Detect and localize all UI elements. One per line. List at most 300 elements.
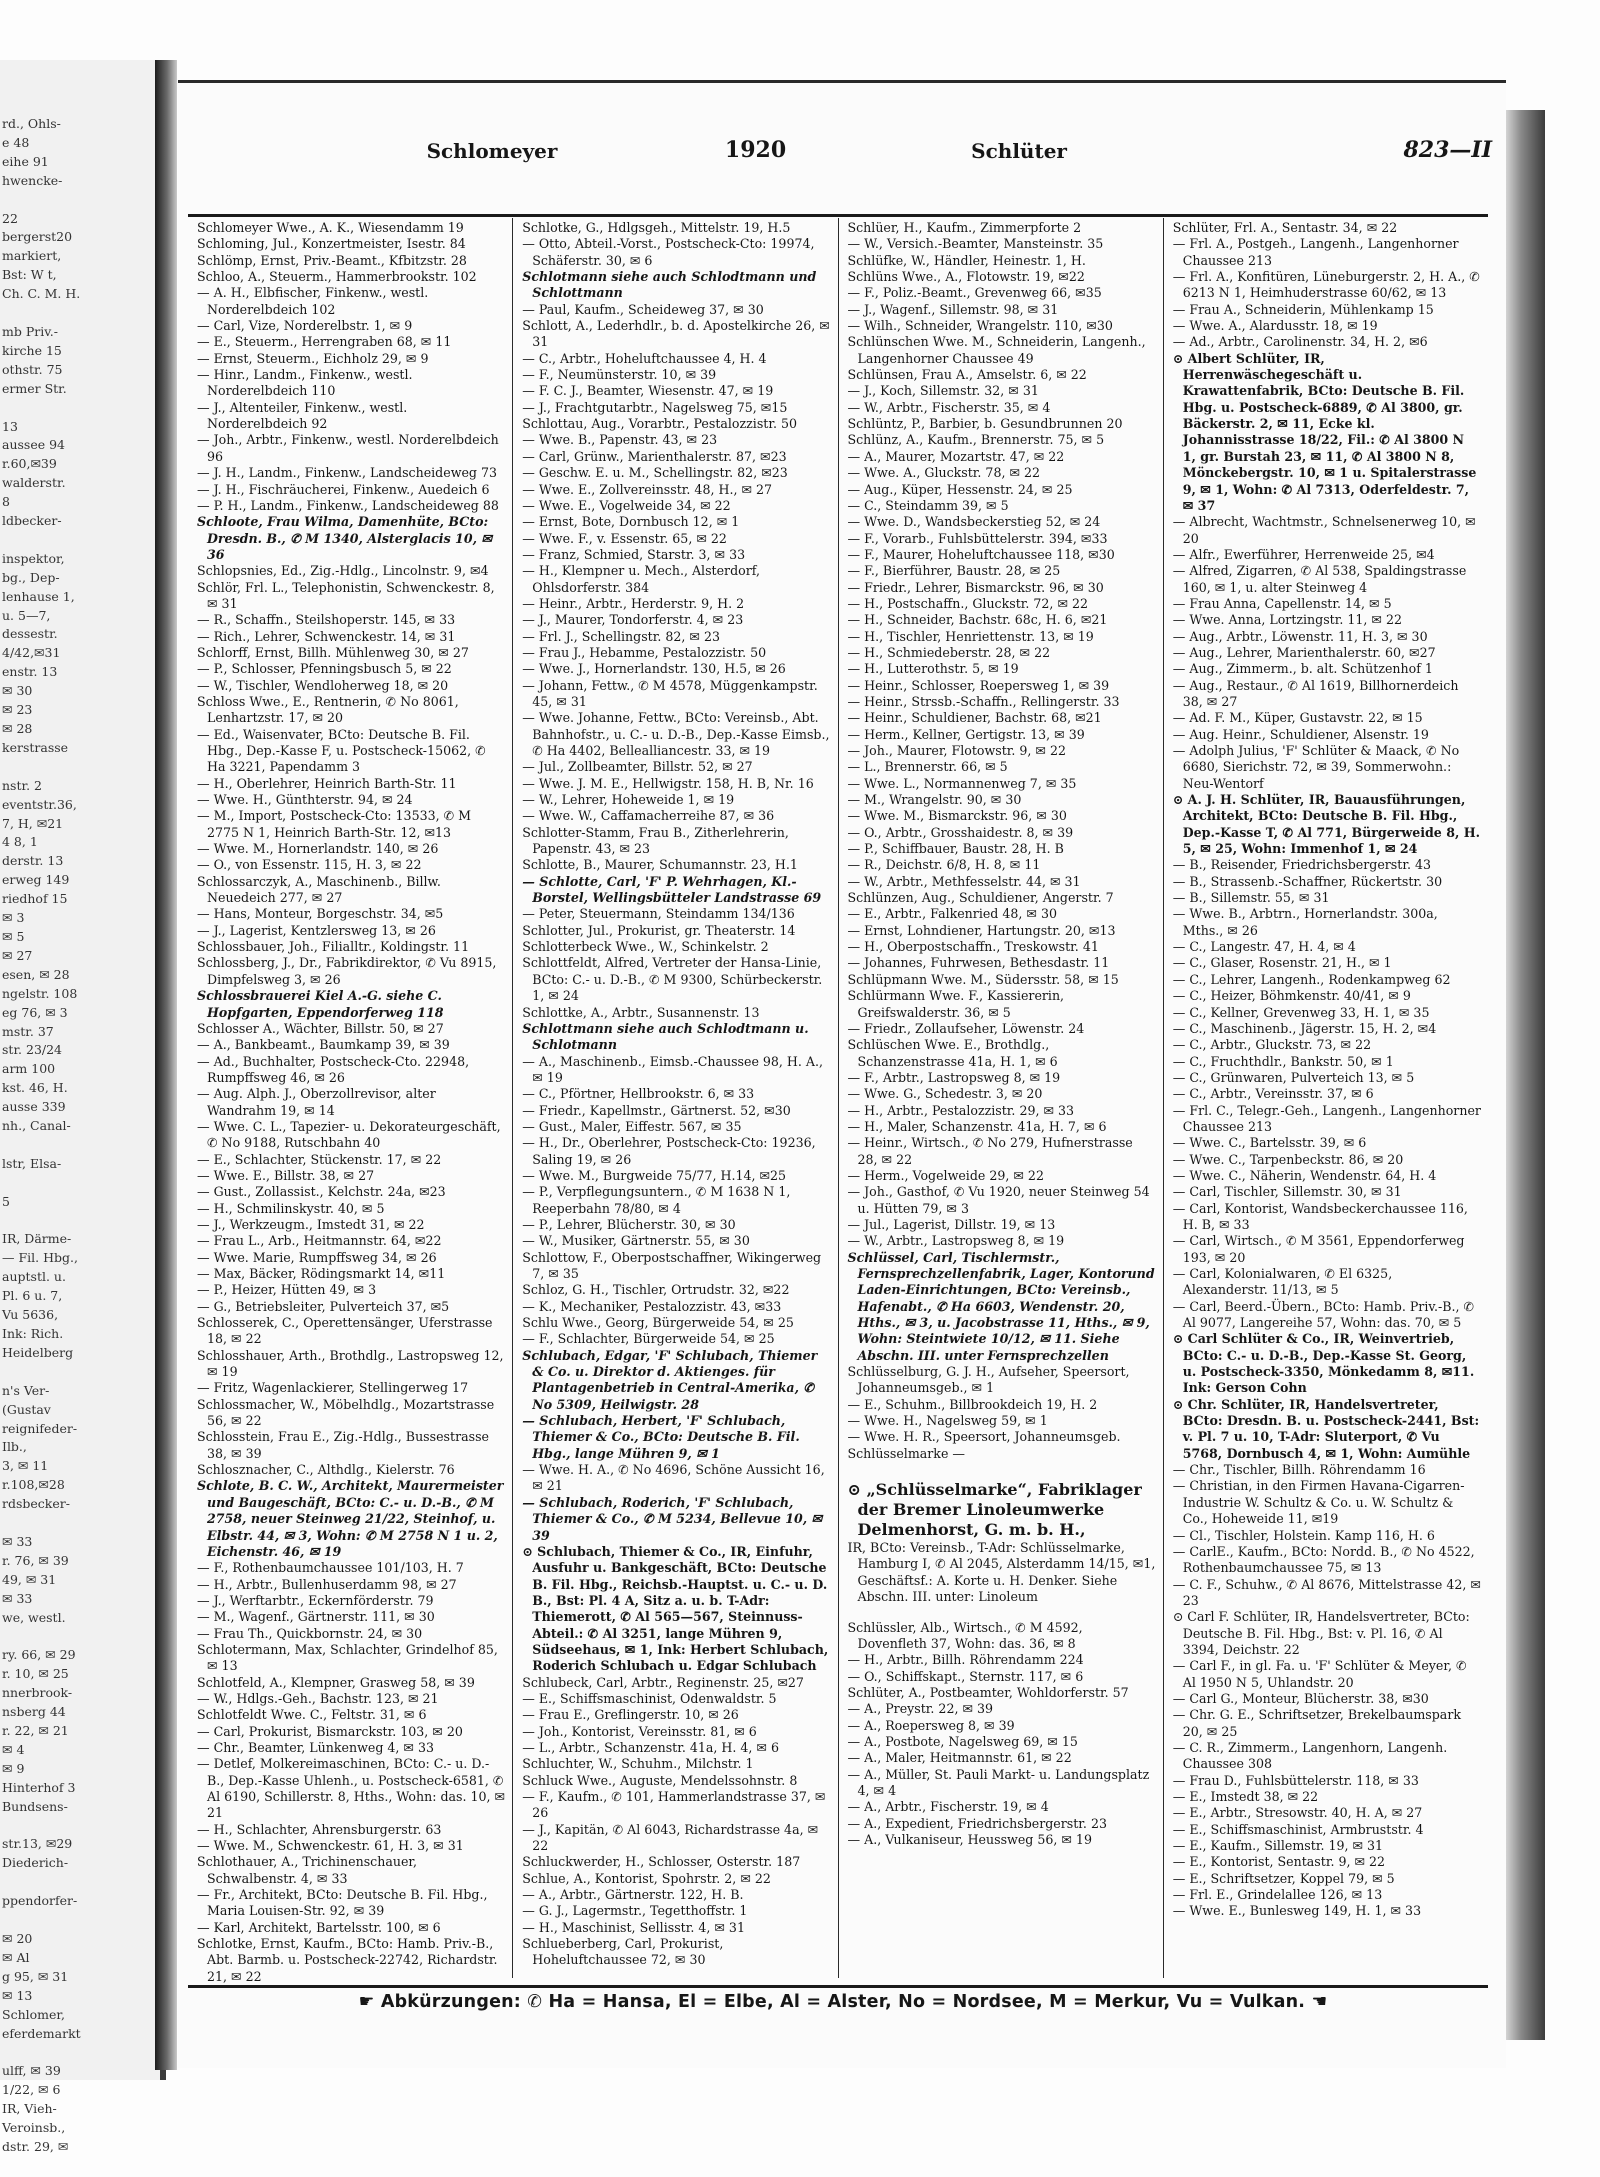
left-page-line [2, 758, 160, 777]
directory-entry: Schlossbrauerei Kiel A.-G. siehe C. Hopfgarten, Eppendorferweg 118 [197, 988, 444, 1020]
left-page-line: Bundsens- [2, 1798, 68, 1814]
directory-entry: — Heinr., Strssb.-Schaffn., Rellingerstr. 33 [847, 693, 1120, 709]
footer-rule [188, 1985, 1488, 1988]
directory-entry: — C. R., Zimmerm., Langenhorn, Langenh. Chaussee 308 [1172, 1739, 1448, 1772]
left-page-line: ✉ 33 [2, 1590, 33, 1606]
directory-entry: Schlünsen, Frau A., Amselstr. 6, ✉ 22 [847, 367, 1087, 383]
directory-entry: — H., Lutterothstr. 5, ✉ 19 [847, 661, 1019, 677]
left-page-line: ✉ 33 [2, 1533, 33, 1549]
left-page-line: walderstr. [2, 475, 66, 491]
directory-entry: IR, BCto: Vereinsb., T-Adr: Schlüsselmarke, Hamburg I, ✆ Al 2045, Alsterdamm 14/15, ✉1, Geschäftsf.: A. Korte u. H. Denker. Siehe Abschn. III. unter: Linoleum [847, 1540, 1156, 1605]
directory-entry: — J., Maurer, Tondorferstr. 4, ✉ 23 [522, 612, 744, 628]
directory-entry: — H., Arbtr., Billh. Röhrendamm 224 [847, 1652, 1084, 1668]
directory-entry: — H., Maschinist, Sellisstr. 4, ✉ 31 [522, 1919, 745, 1935]
directory-entry: — Frl. C., Telegr.-Geh., Langenh., Langenhorner Chaussee 213 [1172, 1102, 1481, 1134]
directory-entry: — E., Schlachter, Stückenstr. 17, ✉ 22 [197, 1151, 442, 1167]
directory-entry: Schlotter-Stamm, Frau B., Zitherlehrerin, Papenstr. 43, ✉ 23 [522, 824, 789, 857]
directory-entry: — Carl, Prokurist, Bismarckstr. 103, ✉ 20 [197, 1723, 463, 1739]
directory-entry: — Hinr., Landm., Finkenw., westl. Norderelbdeich 110 [197, 367, 413, 399]
directory-entry: — Ernst, Lohndiener, Hartungstr. 20, ✉13 [847, 922, 1116, 938]
directory-entry: — Carl G., Monteur, Blücherstr. 38, ✉30 [1172, 1690, 1429, 1706]
directory-entry: — M., Wrangelstr. 90, ✉ 30 [847, 792, 1022, 808]
left-page-line: Vu 5636, [2, 1307, 59, 1323]
left-page-line: u. 5—7, [2, 607, 51, 623]
left-page-line: nnerbrook- [2, 1685, 73, 1701]
directory-entry: Schlotte, B., Maurer, Schumannstr. 23, H.1 [522, 857, 798, 873]
left-page-line: str.13, ✉29 [2, 1836, 73, 1852]
left-page-line [2, 1817, 160, 1836]
directory-entry: — G. J., Lagermstr., Tegetthoffstr. 1 [522, 1903, 748, 1919]
directory-entry: — W., Lehrer, Hoheweide 1, ✉ 19 [522, 792, 735, 808]
directory-entry: — Ad., Arbtr., Carolinenstr. 34, H. 2, ✉6 [1172, 334, 1428, 350]
directory-entry: Schlüssel, Carl, Tischlermstr., Fernsprechzellenfabrik, Lager, Kontorund Laden-Einrichtungen, BCto: Vereinsb., Hafenabt., ✆ Ha 6603, Wendenstr. 20, Hths., ✉ 3, u. Jacobstrasse 11, Hths., ✉ 9, Wohn: Steintwiete 10/12, ✉ 11. Siehe Abschn. III. unter Fernsprechzellen [847, 1249, 1155, 1363]
left-page-line: eventstr.36, [2, 796, 77, 812]
left-page-line [2, 191, 160, 210]
directory-entry: — F., Bierführer, Baustr. 28, ✉ 25 [847, 563, 1061, 579]
directory-entry: — Wwe. J. M. E., Hellwigstr. 158, H. B, Nr. 16 [522, 775, 814, 791]
left-page-line: dstr. 29, ✉ [2, 2138, 69, 2154]
directory-entry: Schlotmann siehe auch Schlodtmann und Schlottmann [522, 269, 817, 301]
directory-entry: — E., Schuhm., Billbrookdeich 19, H. 2 [847, 1396, 1098, 1412]
directory-entry: Schlottau, Aug., Vorarbtr., Pestalozzistr. 50 [522, 416, 798, 432]
header-first-entry: Schlomeyer [426, 139, 558, 163]
directory-entry: — P., Heizer, Hütten 49, ✉ 3 [197, 1282, 377, 1298]
directory-entry: — C., Lehrer, Langenh., Rodenkampweg 62 [1172, 971, 1451, 987]
directory-entry: — Wwe. F., v. Essenstr. 65, ✉ 22 [522, 530, 727, 546]
directory-entry: — Schlotte, Carl, 'F' P. Wehrhagen, Kl.-Borstel, Wellingsbütteler Landstrasse 69 [522, 873, 822, 906]
directory-entry: ⊙ Carl F. Schlüter, IR, Handelsvertreter, BCto: Deutsche B. Fil. Hbg., Bst: v. Pl. 16, ✆ Al 3394, Deichstr. 22 [1172, 1609, 1470, 1657]
directory-entry: — Herm., Kellner, Gertigstr. 13, ✉ 39 [847, 726, 1085, 742]
directory-entry: Schlott, A., Lederhdlr., b. d. Apostelkirche 26, ✉ 31 [522, 318, 830, 350]
left-page-line: Pl. 6 u. 7, [2, 1288, 63, 1304]
directory-entry: — P. H., Landm., Finkenw., Landscheideweg 88 [197, 497, 499, 513]
left-page-line [2, 1363, 160, 1382]
left-page-line: — Fil. Hbg., [2, 1250, 78, 1266]
left-page-line: 5 [2, 1193, 10, 1209]
left-page-line: riedhof 15 [2, 891, 68, 907]
directory-entry: — Joh., Gasthof, ✆ Vu 1920, neuer Steinweg 54 u. Hütten 79, ✉ 3 [847, 1184, 1150, 1216]
left-page-line: ✉ 30 [2, 683, 33, 699]
directory-entry: — A., Postbote, Nagelsweg 69, ✉ 15 [847, 1733, 1078, 1749]
directory-entry: Schlossmacher, W., Möbelhdlg., Mozartstrasse 56, ✉ 22 [197, 1396, 495, 1429]
left-page-line: ✉ 27 [2, 947, 33, 963]
directory-entry: — Frl. E., Grindelallee 126, ✉ 13 [1172, 1887, 1383, 1903]
left-page-line: kirche 15 [2, 342, 62, 358]
directory-entry: — O., von Essenstr. 115, H. 3, ✉ 22 [197, 857, 422, 873]
directory-entry: Schlömp, Ernst, Priv.-Beamt., Kfbitzstr. 28 [197, 252, 467, 268]
directory-entry: — H., Postschaffn., Gluckstr. 72, ✉ 22 [847, 595, 1089, 611]
directory-entry: — Christian, in den Firmen Havana-Cigarren-Industrie W. Schultz & Co. u. W. Schultz & Co., Hoheweide 11, ✉19 [1172, 1478, 1465, 1527]
left-page-line: lstr, Elsa- [2, 1155, 62, 1171]
directory-entry: Schlubeck, Carl, Arbtr., Reginenstr. 25, ✉27 [522, 1674, 804, 1690]
directory-entry: Schlottow, F., Oberpostschaffner, Wikingerweg 7, ✉ 35 [522, 1249, 822, 1281]
directory-entry: Schlünschen Wwe. M., Schneiderin, Langenh., Langenhorner Chaussee 49 [847, 334, 1146, 366]
directory-entry: — Aug., Zimmerm., b. alt. Schützenhof 1 [1172, 661, 1433, 677]
directory-columns [188, 218, 1488, 1984]
directory-entry: Schloo, A., Steuerm., Hammerbrookstr. 102 [197, 269, 477, 285]
left-page-line: ✉ Al [2, 1949, 30, 1965]
directory-entry: — Gust., Maler, Eiffestr. 567, ✉ 35 [522, 1118, 742, 1134]
directory-entry: — A., Maschinenb., Eimsb.-Chaussee 98, H. A., ✉ 19 [522, 1053, 824, 1085]
directory-entry: Schlubach, Edgar, 'F' Schlubach, Thiemer & Co. u. Direktor d. Aktienges. für Plantagenbetrieb in Central-Amerika, ✆ No 5309, Heilwigstr. 28 [522, 1347, 818, 1412]
directory-entry: — L., Arbtr., Schanzenstr. 41a, H. 4, ✉ 6 [522, 1739, 779, 1755]
directory-entry: — Wwe. Anna, Lortzingstr. 11, ✉ 22 [1172, 612, 1403, 628]
left-page-line: IR, Vieh- [2, 2101, 57, 2117]
left-page-line: r.108,✉28 [2, 1477, 65, 1493]
left-page-line: kst. 46, H. [2, 1080, 68, 1096]
directory-entry: — M., Wagenf., Gärtnerstr. 111, ✉ 30 [197, 1609, 435, 1625]
directory-entry: Schlüntz, P., Barbier, b. Gesundbrunnen 20 [847, 416, 1123, 432]
directory-entry: — Ernst, Steuerm., Eichholz 29, ✉ 9 [197, 350, 429, 366]
directory-entry: — W., Arbtr., Methfesselstr. 44, ✉ 31 [847, 873, 1081, 889]
left-page-line [2, 304, 160, 323]
directory-entry: — Aug., Arbtr., Löwenstr. 11, H. 3, ✉ 30 [1172, 628, 1428, 644]
directory-entry: — Heinr., Schlosser, Roepersweg 1, ✉ 39 [847, 677, 1110, 693]
directory-entry: — Jul., Lagerist, Dillstr. 19, ✉ 13 [847, 1216, 1056, 1232]
directory-entry: — Frl. A., Konfitüren, Lüneburgerstr. 2, H. A., ✆ 6213 N 1, Heimhuderstrasse 60/62, ✉ 13 [1172, 269, 1480, 301]
directory-entry: — Wwe. M., Burgweide 75/77, H.14, ✉25 [522, 1167, 787, 1183]
directory-entry: — Karl, Architekt, Bartelsstr. 100, ✉ 6 [197, 1919, 441, 1935]
directory-entry: — A., Bankbeamt., Baumkamp 39, ✉ 39 [197, 1037, 450, 1053]
directory-entry: — J., Koch, Sillemstr. 32, ✉ 31 [847, 383, 1039, 399]
directory-entry: — Alfred, Zigarren, ✆ Al 538, Spaldingstrasse 160, ✉ 1, u. alter Steinweg 4 [1172, 563, 1467, 595]
directory-entry: — C., Arbtr., Hoheluftchaussee 4, H. 4 [522, 350, 767, 366]
directory-entry: Schlopsnies, Ed., Zig.-Hdlg., Lincolnstr. 9, ✉4 [197, 563, 489, 579]
column-4 [1164, 218, 1488, 1978]
directory-entry: — H., Klempner u. Mech., Alsterdorf, Ohlsdorferstr. 384 [522, 563, 760, 595]
directory-entry: — F., Neumünsterstr. 10, ✉ 39 [522, 367, 717, 383]
left-page-line: markiert, [2, 248, 62, 264]
directory-entry: — Albrecht, Wachtmstr., Schnelsenerweg 10, ✉ 20 [1172, 514, 1476, 546]
left-page-line: bergerst20 [2, 229, 73, 245]
directory-entry: Schlosser A., Wächter, Billstr. 50, ✉ 27 [197, 1020, 444, 1036]
left-page-line: Veroinsb., [2, 2120, 66, 2136]
left-page-line: 22 [2, 210, 18, 226]
directory-entry: — H., Schlachter, Ahrensburgerstr. 63 [197, 1821, 442, 1837]
directory-entry: ⊙ Albert Schlüter, IR, Herrenwäschegeschäft u. Krawattenfabrik, BCto: Deutsche B. Fil. Hbg. u. Postscheck-6889, ✆ Al 3800, gr. Bäckerstr. 2, ✉ 11, Ecke kl. Johannisstrasse 18/22, Fil.: ✆ Al 3800 N 1, gr. Burstah 23, ✉ 11, ✆ Al 3800 N 8, Mönckebergstr. 10, ✉ 1 u. Spitalerstrasse 9, ✉ 1, Wohn: ✆ Al 7313, Oderfeldestr. 7, ✉ 37 [1172, 350, 1477, 513]
left-page-line: 8 [2, 494, 10, 510]
book-spine [155, 60, 177, 2070]
left-page-line: hwencke- [2, 172, 63, 188]
left-page-line: nstr. 2 [2, 777, 42, 793]
directory-entry: Schlüer, H., Kaufm., Zimmerpforte 2 [847, 220, 1082, 235]
directory-entry: — Carl, Vize, Norderelbstr. 1, ✉ 9 [197, 318, 413, 334]
directory-entry: ⊙ Schlubach, Thiemer & Co., IR, Einfuhr, Ausfuhr u. Bankgeschäft, BCto: Deutsche B. Fil. Hbg., Reichsb.-Hauptst. u. C.- u. D. B., Bst: Pl. 4 A, Sitz a. u. b. T-Adr: Thiemerott, ✆ Al 565—567, Steinnuss-Abteil.: ✆ Al 3251, lange Mühren 9, Südseehaus, ✉ 1, Ink: Herbert Schlubach, Roderich Schlubach u. Edgar Schlubach [522, 1543, 829, 1674]
left-page-line: ermer Str. [2, 380, 67, 396]
left-page-text [0, 60, 160, 2157]
directory-entry: — Rich., Lehrer, Schwenckestr. 14, ✉ 31 [197, 628, 456, 644]
directory-entry: — Wwe. B., Arbtrn., Hornerlandstr. 300a, Mths., ✉ 26 [1172, 906, 1438, 938]
left-page-line: ✉ 4 [2, 1741, 25, 1757]
left-page-line: ✉ 20 [2, 1931, 33, 1946]
directory-entry: — Friedr., Lehrer, Bismarckstr. 96, ✉ 30 [847, 579, 1104, 595]
left-page-line: Hinterhof 3 [2, 1779, 76, 1795]
left-page-line: eferdemarkt [2, 2025, 81, 2041]
directory-entry: — Carl, Beerd.-Übern., BCto: Hamb. Priv.-B., ✆ Al 9077, Langereihe 57, Wohn: das. 70, ✉ 5 [1172, 1298, 1475, 1331]
left-page-line: Bst: W t, [2, 267, 57, 283]
directory-entry: — W., Hdlgs.-Geh., Bachstr. 123, ✉ 21 [197, 1690, 439, 1706]
directory-entry: — Frau E., Greflingerstr. 10, ✉ 26 [522, 1707, 739, 1723]
directory-entry: Schlue, A., Kontorist, Spohrstr. 2, ✉ 22 [522, 1870, 771, 1886]
directory-entry: Schlotfeldt Wwe. C., Feltstr. 31, ✉ 6 [197, 1707, 427, 1723]
directory-entry: Schloming, Jul., Konzertmeister, Isestr. 84 [197, 236, 466, 252]
directory-entry: — B., Strassenb.-Schaffner, Rückertstr. 30 [1172, 873, 1443, 889]
directory-entry: — Hans, Monteur, Borgeschstr. 34, ✉5 [197, 906, 444, 922]
left-page-line [2, 2043, 160, 2062]
left-page-line [2, 1174, 160, 1193]
directory-entry: — Frau D., Fuhlsbüttelerstr. 118, ✉ 33 [1172, 1772, 1419, 1788]
directory-entry: — C., Kellner, Grevenweg 33, H. 1, ✉ 35 [1172, 1004, 1430, 1020]
directory-entry: — O., Schiffskapt., Sternstr. 117, ✉ 6 [847, 1668, 1084, 1684]
directory-entry: — Gust., Zollassist., Kelchstr. 24a, ✉23 [197, 1184, 446, 1200]
directory-entry: Schlottmann siehe auch Schlodtmann u. Schlotmann [522, 1020, 809, 1053]
directory-entry: — Herm., Vogelweide 29, ✉ 22 [847, 1167, 1044, 1183]
left-page-line: rdsbecker- [2, 1496, 70, 1512]
directory-entry: — Wwe. E., Zollvereinsstr. 48, H., ✉ 27 [522, 481, 773, 497]
directory-entry: — Carl F., in gl. Fa. u. 'F' Schlüter & Meyer, ✆ Al 1950 N 5, Uhlandstr. 20 [1172, 1658, 1467, 1690]
directory-entry: — Alfr., Ewerführer, Herrenweide 25, ✉4 [1172, 546, 1435, 562]
directory-entry: — L., Brennerstr. 66, ✉ 5 [847, 759, 1008, 775]
directory-entry: Schluck Wwe., Auguste, Mendelssohnstr. 8 [522, 1772, 798, 1788]
directory-entry: — C. F., Schuhw., ✆ Al 8676, Mittelstrasse 42, ✉ 23 [1172, 1576, 1481, 1608]
directory-entry: — Wwe. H., Günthterstr. 94, ✉ 24 [197, 792, 413, 808]
left-page-line: aussee 94 [2, 437, 66, 453]
left-page-line: reignifeder- [2, 1420, 78, 1436]
directory-entry: — P., Lehrer, Blücherstr. 30, ✉ 30 [522, 1216, 736, 1232]
directory-entry: — Frau L., Arb., Heitmannstr. 64, ✉22 [197, 1233, 442, 1249]
directory-entry: — Wwe. E., Vogelweide 34, ✉ 22 [522, 497, 731, 513]
directory-entry: — H., Schneider, Bachstr. 68c, H. 6, ✉21 [847, 612, 1108, 628]
directory-entry: — E., Kaufm., Sillemstr. 19, ✉ 31 [1172, 1838, 1384, 1854]
directory-entry: — J., Frachtgutarbtr., Nagelsweg 75, ✉15 [522, 399, 788, 415]
directory-entry: — A., Arbtr., Fischerstr. 19, ✉ 4 [847, 1799, 1049, 1815]
directory-entry: Schlüschen Wwe. E., Brothdlg., Schanzenstrasse 41a, H. 1, ✉ 6 [847, 1037, 1058, 1069]
left-page-line: enstr. 13 [2, 664, 58, 680]
directory-entry: — A., Preystr. 22, ✉ 39 [847, 1701, 994, 1717]
directory-entry: — Franz, Schmied, Starstr. 3, ✉ 33 [522, 546, 746, 562]
left-page-line: othstr. 75 [2, 361, 63, 377]
directory-entry: — Chr., Beamter, Lünkenweg 4, ✉ 33 [197, 1739, 434, 1755]
directory-entry: — Wwe. H. A., ✆ No 4696, Schöne Aussicht 16, ✉ 21 [522, 1462, 825, 1494]
page-number: 823—II [1403, 137, 1492, 163]
directory-entry: — Frl. J., Schellingstr. 82, ✉ 23 [522, 628, 720, 644]
directory-entry: — Chr. G. E., Schriftsetzer, Brekelbaumspark 20, ✉ 25 [1172, 1707, 1461, 1739]
left-page-line: Diederich- [2, 1855, 69, 1871]
left-page-line [2, 1873, 160, 1892]
left-page-line [2, 399, 160, 418]
directory-entry: — C., Maschinenb., Jägerstr. 15, H. 2, ✉4 [1172, 1020, 1437, 1036]
directory-entry [848, 1606, 1156, 1620]
directory-entry: — Ernst, Bote, Dornbusch 12, ✉ 1 [522, 514, 740, 530]
directory-entry: — Carl, Grünw., Marienthalerstr. 87, ✉23 [522, 448, 787, 464]
directory-entry: — Cl., Tischler, Holstein. Kamp 116, H. 6 [1172, 1527, 1435, 1543]
directory-entry: Schlosznacher, C., Althdlg., Kielerstr. 76 [197, 1462, 455, 1478]
directory-entry: — Paul, Kaufm., Scheideweg 37, ✉ 30 [522, 301, 764, 317]
directory-entry: — Fr., Architekt, BCto: Deutsche B. Fil. Hbg., Maria Louisen-Str. 92, ✉ 39 [197, 1887, 488, 1919]
left-page-line [2, 1514, 160, 1533]
directory-entry: — A., Expedient, Friedrichsbergerstr. 23 [847, 1815, 1107, 1831]
page-header [192, 125, 1492, 163]
directory-entry: — Heinr., Wirtsch., ✆ No 279, Hufnerstrasse 28, ✉ 22 [847, 1135, 1133, 1167]
directory-entry: — W., Tischler, Wendloherweg 18, ✉ 20 [197, 677, 449, 693]
directory-entry: — C., Steindamm 39, ✉ 5 [847, 497, 1009, 513]
directory-entry: — Frl. A., Postgeh., Langenh., Langenhorner Chaussee 213 [1172, 236, 1459, 268]
directory-entry: — E., Steuerm., Herrengraben 68, ✉ 11 [197, 334, 452, 350]
directory-entry: — F. C. J., Beamter, Wiesenstr. 47, ✉ 19 [522, 383, 774, 399]
directory-entry: Schlüsselburg, G. J. H., Aufseher, Speersort, Johanneumsgeb., ✉ 1 [847, 1364, 1130, 1396]
directory-entry: — Fritz, Wagenlackierer, Stellingerweg 17 [197, 1380, 469, 1396]
directory-entry: — Wwe. M., Bismarckstr. 96, ✉ 30 [847, 808, 1067, 824]
directory-entry: — J., Altenteiler, Finkenw., westl. Norderelbdeich 92 [197, 399, 408, 432]
left-page-line: ppendorfer- [2, 1893, 78, 1909]
directory-entry: Schlotermann, Max, Schlachter, Grindelhof 85, ✉ 13 [197, 1641, 498, 1674]
directory-entry: — P., Schlosser, Pfenningsbusch 5, ✉ 22 [197, 661, 452, 677]
directory-entry: — Wwe. E., Billstr. 38, ✉ 27 [197, 1167, 375, 1183]
directory-entry: — E., Schiffsmaschinist, Odenwaldstr. 5 [522, 1690, 777, 1706]
directory-entry: Schloz, G. H., Tischler, Ortrudstr. 32, ✉22 [522, 1282, 790, 1298]
directory-entry: — A., Maurer, Mozartstr. 47, ✉ 22 [847, 448, 1065, 464]
directory-entry: — Adolph Julius, 'F' Schlüter & Maack, ✆ No 6680, Sierichstr. 72, ✉ 39, Sommerwohn.: Neu-Wentorf [1172, 743, 1460, 791]
directory-entry: — Wwe. C., Bartelsstr. 39, ✉ 6 [1172, 1135, 1367, 1151]
column-2 [513, 218, 838, 1978]
left-page-line: 1/22, ✉ 6 [2, 2082, 61, 2098]
directory-entry: — Wwe. A., Gluckstr. 78, ✉ 22 [847, 465, 1041, 481]
directory-entry: — Joh., Arbtr., Finkenw., westl. Norderelbdeich 96 [197, 432, 499, 464]
left-page-line: 4 8, 1 [2, 834, 38, 850]
left-page-line: IR, Därme- [2, 1231, 72, 1247]
directory-entry: Schlotterbeck Wwe., W., Schinkelstr. 2 [522, 939, 769, 955]
directory-entry: — Ad., Buchhalter, Postscheck-Cto. 22948, Rumpffsweg 46, ✉ 26 [197, 1053, 470, 1085]
directory-entry: — Heinr., Arbtr., Herderstr. 9, H. 2 [522, 595, 745, 611]
directory-entry: Schlüfke, W., Händler, Heinestr. 1, H. [847, 252, 1086, 268]
directory-entry: — Carl, Kolonialwaren, ✆ El 6325, Alexanderstr. 11/13, ✉ 5 [1172, 1266, 1393, 1298]
left-page-line [2, 1911, 160, 1930]
left-page-line: Ch. C. M. H. [2, 286, 81, 302]
directory-entry: Schlotke, Ernst, Kaufm., BCto: Hamb. Priv.-B., Abt. Barmb. u. Postscheck-22742, Richardstr. 21, ✉ 22 [197, 1936, 498, 1984]
column-3 [839, 218, 1164, 1978]
left-page-line: r. 76, ✉ 39 [2, 1552, 69, 1568]
directory-entry: Schlorff, Ernst, Billh. Mühlenweg 30, ✉ 27 [197, 644, 469, 660]
directory-entry: — H., Schmilinskystr. 40, ✉ 5 [197, 1200, 385, 1216]
left-page-line: Heidelberg [2, 1344, 74, 1360]
directory-entry: — C., Fruchthdlr., Bankstr. 50, ✉ 1 [1172, 1053, 1394, 1069]
directory-entry: — R., Deichstr. 6/8, H. 8, ✉ 11 [847, 857, 1041, 873]
directory-entry: — Max, Bäcker, Rödingsmarkt 14, ✉11 [197, 1266, 446, 1281]
directory-entry: — C., Grünwaren, Pulverteich 13, ✉ 5 [1172, 1069, 1415, 1085]
directory-entry: — Wwe. Johanne, Fettw., BCto: Vereinsb., Abt. Bahnhofstr., u. C.- u. D.-B., Dep.-Kasse Eimsb., ✆ Ha 4402, Bellealliancestr. 33, ✉ 19 [522, 710, 830, 758]
directory-entry: — J., Lagerist, Kentzlersweg 13, ✉ 26 [197, 922, 436, 938]
directory-entry: Schlüter, Frl. A., Sentastr. 34, ✉ 22 [1172, 220, 1398, 235]
directory-entry: Schloss Wwe., E., Rentnerin, ✆ No 8061, Lenhartzstr. 17, ✉ 20 [197, 693, 459, 726]
directory-entry: — A., Maler, Heitmannstr. 61, ✉ 22 [847, 1750, 1072, 1766]
left-page-line [2, 1136, 160, 1155]
directory-entry: — O., Arbtr., Grosshaidestr. 8, ✉ 39 [847, 824, 1074, 840]
left-page-line: ✉ 5 [2, 928, 25, 944]
directory-entry: — Friedr., Zollaufseher, Löwenstr. 24 [847, 1020, 1085, 1036]
left-page-line: rd., Ohls- [2, 116, 61, 131]
directory-entry: — W., Arbtr., Fischerstr. 35, ✉ 4 [847, 399, 1051, 415]
adjacent-left-page [0, 60, 166, 2154]
directory-entry: ⊙ Carl Schlüter & Co., IR, Weinvertrieb, BCto: C.- u. D.-B., Dep.-Kasse St. Georg, u. Postscheck-3350, Mönkedamm 8, ✉11. Ink: Gerson Cohn [1172, 1331, 1475, 1396]
directory-entry: — Wwe. M., Hornerlandstr. 140, ✉ 26 [197, 841, 439, 857]
directory-entry: — Wwe. H., Nagelsweg 59, ✉ 1 [847, 1413, 1048, 1429]
directory-entry: — J. H., Landm., Finkenw., Landscheideweg 73 [197, 465, 498, 481]
directory-entry: — W., Versich.-Beamter, Mansteinstr. 35 [847, 236, 1104, 252]
directory-entry: Schlottfeldt, Alfred, Vertreter der Hansa-Linie, BCto: C.- u. D.-B., ✆ M 9300, Schürbeckerstr. 1, ✉ 24 [522, 955, 823, 1004]
directory-entry: — Wwe. D., Wandsbeckerstieg 52, ✉ 24 [847, 514, 1101, 530]
directory-entry: — E., Kontorist, Sentastr. 9, ✉ 22 [1172, 1854, 1386, 1870]
directory-entry: — W., Musiker, Gärtnerstr. 55, ✉ 30 [522, 1233, 750, 1249]
directory-entry: Schlu Wwe., Georg, Bürgerweide 54, ✉ 25 [522, 1315, 794, 1331]
directory-entry: — K., Mechaniker, Pestalozzistr. 43, ✉33 [522, 1298, 782, 1314]
left-page-line: ✉ 28 [2, 721, 33, 736]
left-page-line: r. 10, ✉ 25 [2, 1666, 69, 1682]
directory-entry: — F., Poliz.-Beamt., Grevenweg 66, ✉35 [847, 285, 1102, 301]
directory-entry: Schlotke, G., Hdlgsgeh., Mittelstr. 19, H.5 [522, 220, 791, 235]
directory-entry: — F., Kaufm., ✆ 101, Hammerlandstrasse 37, ✉ 26 [522, 1789, 826, 1821]
left-page-line: 3, ✉ 11 [2, 1458, 49, 1474]
directory-entry: Schlüter, A., Postbeamter, Wohldorferstr. 57 [847, 1684, 1129, 1700]
left-page-line: dessestr. [2, 626, 58, 642]
directory-entry: — Schlubach, Herbert, 'F' Schlubach, Thiemer & Co., BCto: Deutsche B. Fil. Hbg., lange Mühren 9, ✉ 1 [522, 1413, 800, 1461]
directory-entry: — F., Arbtr., Lastropsweg 8, ✉ 19 [847, 1069, 1061, 1085]
directory-entry: Schlör, Frl. L., Telephonistin, Schwenckestr. 8, ✉ 31 [197, 579, 495, 611]
directory-entry: — A., Vulkaniseur, Heussweg 56, ✉ 19 [847, 1831, 1092, 1847]
directory-entry: — J., Werkzeugm., Imstedt 31, ✉ 22 [197, 1216, 425, 1232]
directory-entry: — A., Arbtr., Gärtnerstr. 122, H. B. [522, 1887, 744, 1903]
left-page-line: 49, ✉ 31 [2, 1571, 57, 1587]
abbreviations-footer: ☛ Abkürzungen: ✆ Ha = Hansa, El = Elbe, Al = Alster, No = Nordsee, M = Merkur, Vu = Vulkan. ☚ [358, 1992, 1328, 2012]
directory-entry: — Carl, Wirtsch., ✆ M 3561, Eppendorferweg 193, ✉ 20 [1172, 1233, 1465, 1265]
directory-entry: — Frau Anna, Capellenstr. 14, ✉ 5 [1172, 595, 1392, 611]
directory-entry: Schloote, Frau Wilma, Damenhüte, BCto: Dresdn. B., ✆ M 1340, Alsterglacis 10, ✉ 36 [197, 514, 492, 562]
directory-entry: — Wwe. G., Schedestr. 3, ✉ 20 [847, 1086, 1043, 1102]
directory-entry: Schlüsselmarke — [847, 1445, 965, 1461]
left-page-line: Schlomer, [2, 2006, 65, 2022]
directory-entry: — Wwe. H. R., Speersort, Johanneumsgeb. [847, 1429, 1121, 1445]
directory-entry: — Wwe. Marie, Rumpffsweg 34, ✉ 26 [197, 1249, 437, 1265]
directory-entry: — C., Glaser, Rosenstr. 21, H., ✉ 1 [1172, 955, 1392, 971]
directory-entry: — H., Dr., Oberlehrer, Postscheck-Cto: 19236, Saling 19, ✉ 26 [522, 1135, 816, 1167]
directory-entry: — H., Tischler, Henriettenstr. 13, ✉ 19 [847, 628, 1094, 644]
left-page-line: mstr. 37 [2, 1023, 54, 1039]
directory-entry: — CarlE., Kaufm., BCto: Nordd. B., ✆ No 4522, Rothenbaumchaussee 75, ✉ 13 [1172, 1543, 1475, 1576]
directory-entry: — H., Maler, Schanzenstr. 41a, H. 7, ✉ 6 [847, 1118, 1107, 1134]
directory-entry: — Johann, Fettw., ✆ M 4578, Müggenkampstr. 45, ✉ 31 [522, 677, 818, 709]
directory-entry: Schlotter, Jul., Prokurist, gr. Theaterstr. 14 [522, 922, 796, 938]
left-page-line: nsberg 44 [2, 1704, 66, 1720]
directory-entry: — A. H., Elbfischer, Finkenw., westl. Norderelbdeich 102 [197, 285, 429, 317]
left-page-line: ✉ 23 [2, 702, 33, 718]
left-page-line: ldbecker- [2, 513, 62, 529]
directory-entry: — Wwe. E., Bunlesweg 149, H. 1, ✉ 33 [1172, 1903, 1422, 1919]
directory-entry: Schlothauer, A., Trichinenschauer, Schwalbenstr. 4, ✉ 33 [197, 1854, 418, 1886]
left-page-line [2, 1212, 160, 1231]
page-edge-shadow [1505, 110, 1545, 2040]
left-page-line: ✉ 13 [2, 1987, 33, 2003]
directory-entry: — C., Arbtr., Gluckstr. 73, ✉ 22 [1172, 1037, 1372, 1053]
directory-entry: — J., Kapitän, ✆ Al 6043, Richardstrasse 4a, ✉ 22 [522, 1821, 819, 1854]
directory-entry: — Wwe. A., Alardusstr. 18, ✉ 19 [1172, 318, 1378, 334]
directory-entry: — E., Imstedt 38, ✉ 22 [1172, 1789, 1319, 1804]
directory-entry: — M., Import, Postscheck-Cto: 13533, ✆ M 2775 N 1, Heinrich Barth-Str. 12, ✉13 [197, 808, 472, 840]
directory-entry: — Heinr., Schuldiener, Bachstr. 68, ✉21 [847, 710, 1102, 726]
directory-entry: — A., Roepersweg 8, ✉ 39 [847, 1717, 1015, 1733]
directory-entry: — Wilh., Schneider, Wrangelstr. 110, ✉30 [847, 318, 1113, 334]
directory-entry: — F., Vorarb., Fuhlsbüttelerstr. 394, ✉33 [847, 530, 1108, 546]
directory-entry: — F., Schlachter, Bürgerweide 54, ✉ 25 [522, 1331, 775, 1347]
left-page-line: ✉ 9 [2, 1760, 25, 1776]
